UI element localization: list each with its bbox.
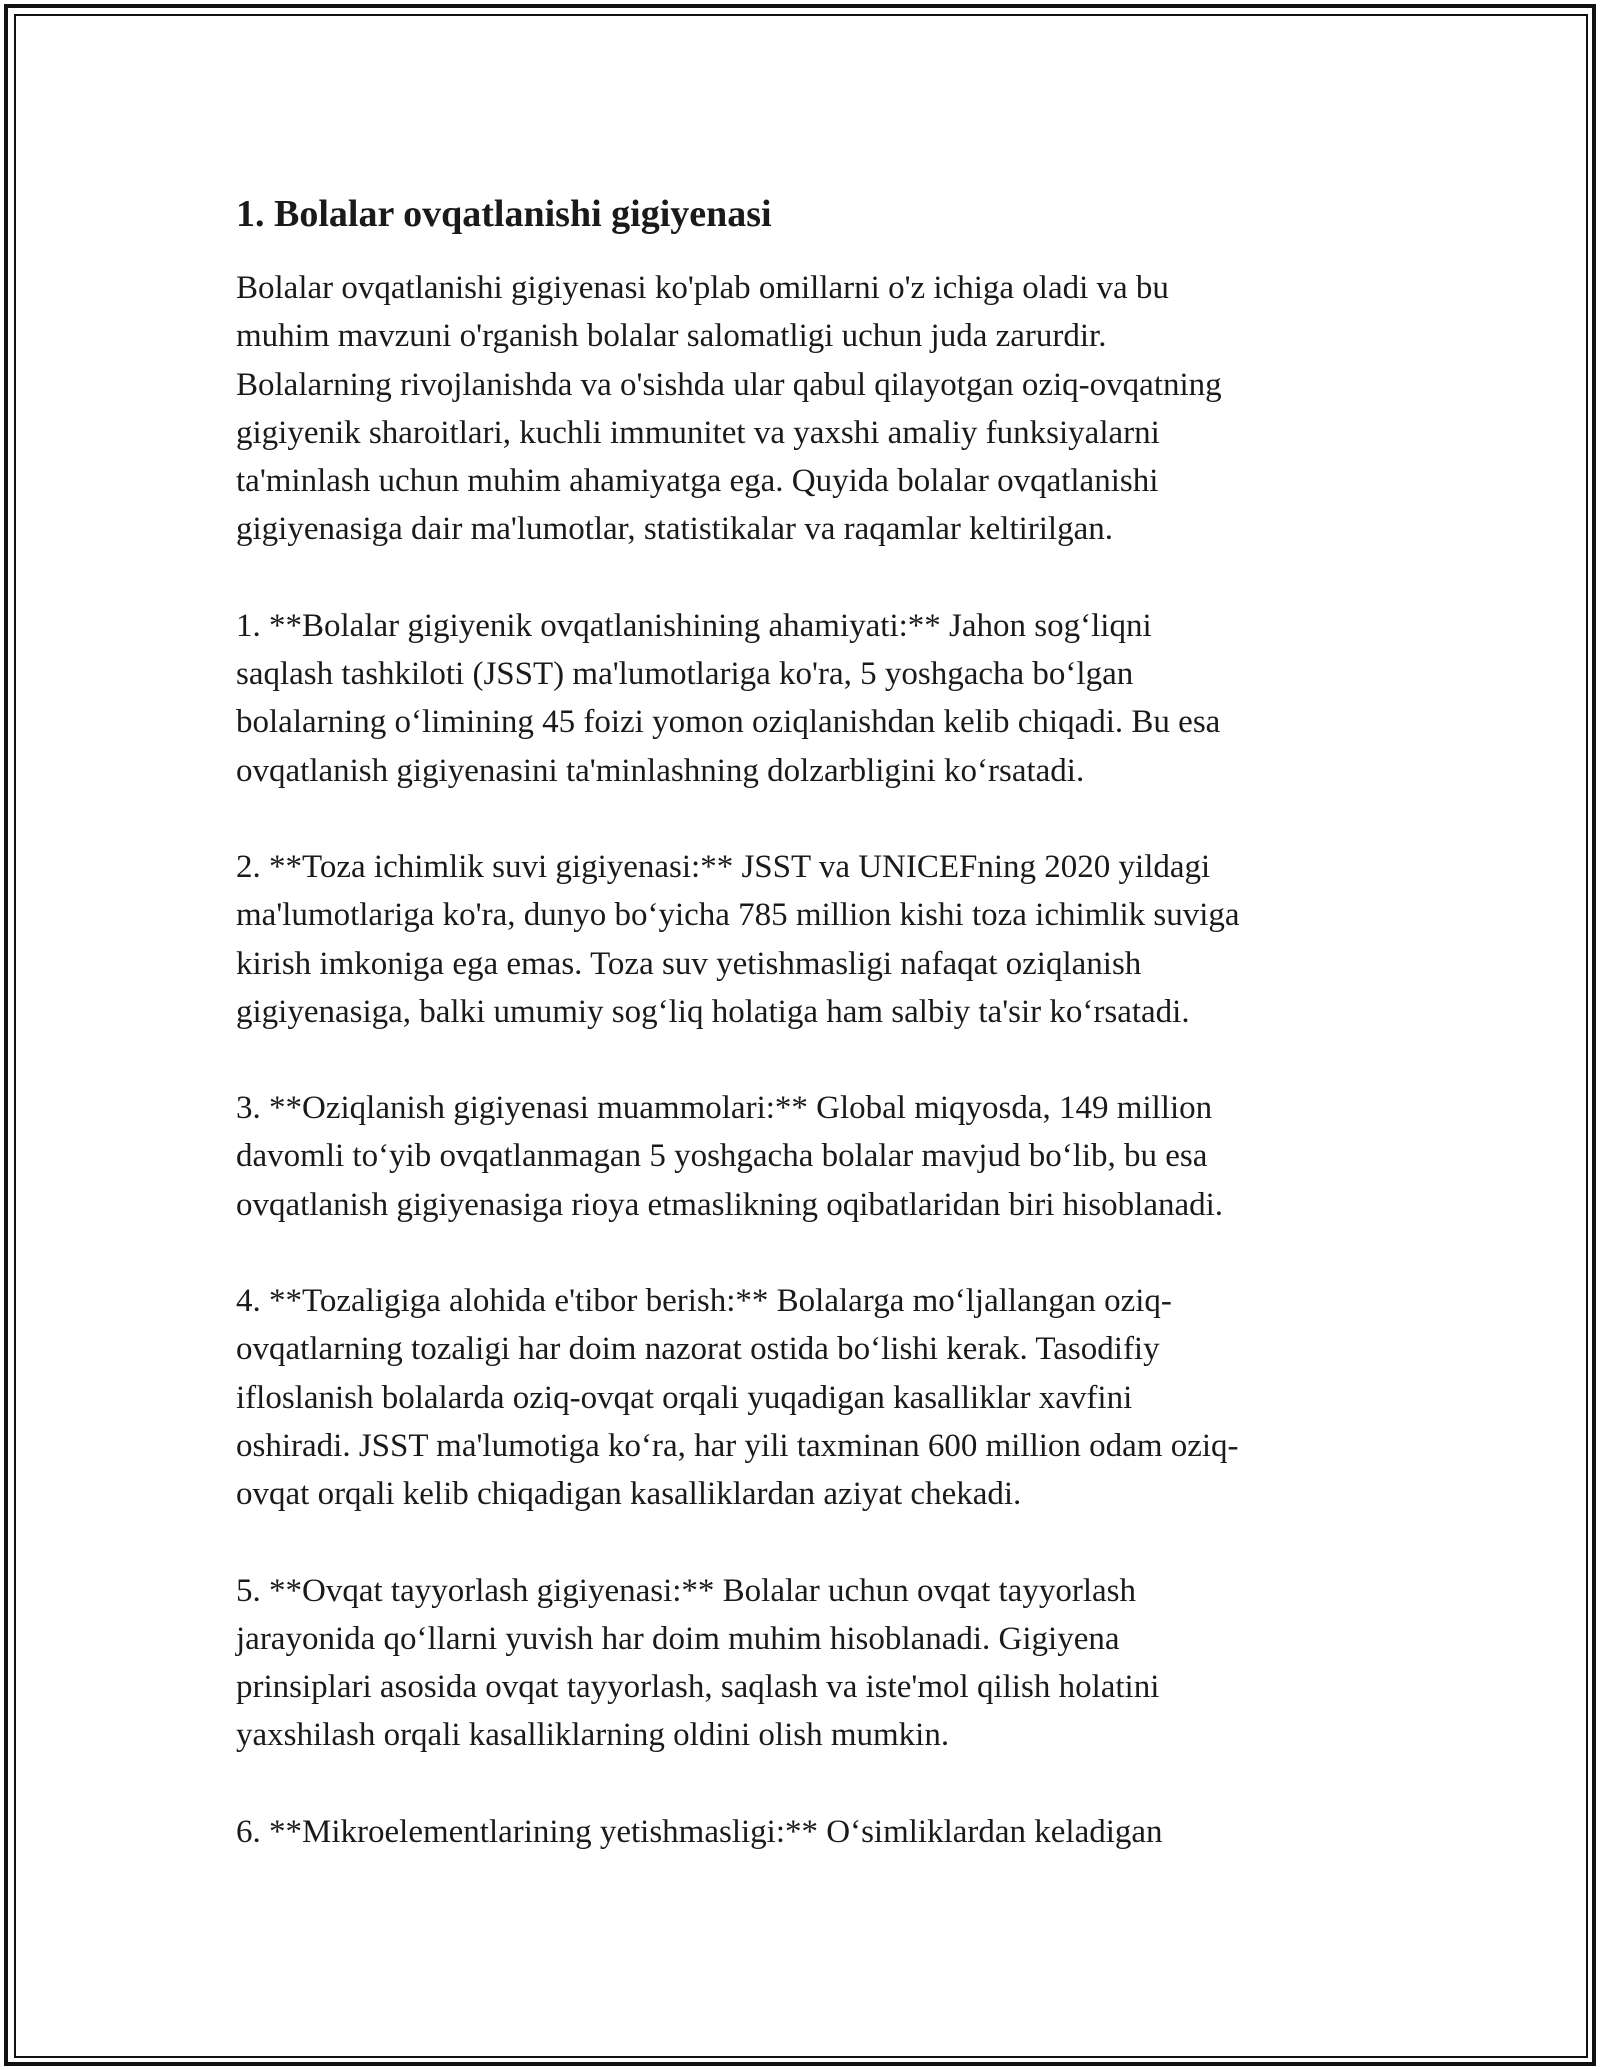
list-item-5: 5. **Ovqat tayyorlash gigiyenasi:** Bolalar uchun ovqat tayyorlash jarayonida qo‘llarni yuvish har doim muhim hisoblanadi. Gigiyena prinsiplari asosida ovqat tayyorlash, saqlash va iste'mol qilish holatini yaxshilash orqali kasalliklarning oldini olish mumkin. (236, 1572, 1160, 1754)
list-item-4: 4. **Tozaligiga alohida e'tibor berish:** Bolalarga mo‘ljallangan oziq- ovqatlarning tozaligi har doim nazorat ostida bo‘lishi kerak. Tasodifiy ifloslanish bolalarda oziq-ovqat orqali yuqadigan kasalliklar xavfini oshiradi. JSST ma'lumotiga ko‘ra, har yili taxminan 600 million odam oziq- ovqat orqali kelib chiqadigan kasalliklardan aziyat chekadi. (236, 1283, 1239, 1513)
list-item-2: 2. **Toza ichimlik suvi gigiyenasi:** JSST va UNICEFning 2020 yildagi ma'lumotlariga ko'ra, dunyo bo‘yicha 785 million kishi toza ichimlik suviga kirish imkoniga ega emas. Toza suv yetishmasligi nafaqat oziqlanish gigiyenasiga, balki umumiy sog‘liq holatiga ham salbiy ta'sir ko‘rsatadi. (236, 848, 1240, 1030)
section-heading: 1. Bolalar ovqatlanishi gigiyenasi (236, 193, 772, 235)
list-item-3: 3. **Oziqlanish gigiyenasi muammolari:** Global miqyosda, 149 million davomli to‘yib ovqatlanmagan 5 yoshgacha bolalar mavjud bo‘lib, bu esa ovqatlanish gigiyenasiga rioya etmaslikning oqibatlaridan biri hisoblanadi. (236, 1090, 1224, 1223)
document-body (236, 186, 1356, 1904)
intro-paragraph: Bolalar ovqatlanishi gigiyenasi ko'plab omillarni o'z ichiga oladi va bu muhim mavzuni o'rganish bolalar salomatligi uchun juda zarurdir. Bolalarning rivojlanishda va o'sishda ular qabul qilayotgan oziq-ovqatning gigiyenik sharoitlari, kuchli immunitet va yaxshi amaliy funksiyalarni ta'minlash uchun muhim ahamiyatga ega. Quyida bolalar ovqatlanishi gigiyenasiga dair ma'lumotlar, statistikalar va raqamlar keltirilgan. (236, 270, 1222, 548)
list-item-6: 6. **Mikroelementlarining yetishmasligi:** O‘simliklardan keladigan (236, 1813, 1163, 1850)
list-item-1: 1. **Bolalar gigiyenik ovqatlanishining ahamiyati:** Jahon sog‘liqni saqlash tashkiloti (JSST) ma'lumotlariga ko'ra, 5 yoshgacha bo‘lgan bolalarning o‘limining 45 foizi yomon oziqlanishdan kelib chiqadi. Bu esa ovqatlanish gigiyenasini ta'minlashning dolzarbligini ko‘rsatadi. (236, 607, 1221, 789)
